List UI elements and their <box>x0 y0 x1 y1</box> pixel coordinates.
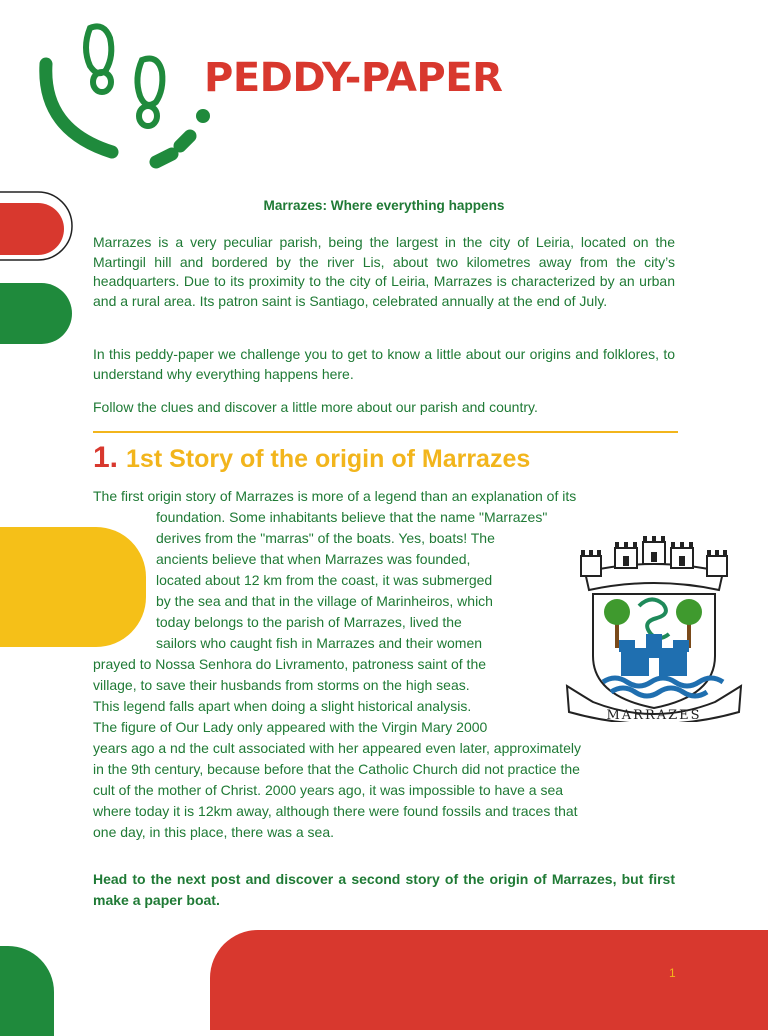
section-number: 1. <box>93 441 119 474</box>
section-divider <box>93 431 678 433</box>
red-footer-band <box>210 930 768 1030</box>
red-pill-shape <box>0 190 80 270</box>
story-line: today belongs to the parish of Marrazes, lived the <box>156 614 462 630</box>
call-to-action: Head to the next post and discover a second story of the origin of Marrazes, but first make a paper boat. <box>93 871 675 908</box>
story-line: foundation. Some inhabitants believe that the name "Marrazes" <box>156 509 548 525</box>
story-line: one day, in this place, there was a sea. <box>93 824 334 840</box>
story-line: where today it is 12km away, although there were found fossils and traces that <box>93 803 578 819</box>
page-number: 1 <box>669 966 676 980</box>
story-line: years ago a nd the cult associated with her appeared even later, approximately <box>93 740 581 756</box>
story-line: The figure of Our Lady only appeared with the Virgin Mary 2000 <box>93 719 488 735</box>
story-line: cult of the mother of Christ. 2000 years ago, it was impossible to have a sea <box>93 782 564 798</box>
story-line: located about 12 km from the coast, it was submerged <box>156 572 493 588</box>
footprints-logo <box>30 12 210 172</box>
marrazes-coat-of-arms <box>563 536 745 722</box>
story-line: The first origin story of Marrazes is more of a legend than an explanation of its <box>93 488 577 504</box>
section-heading <box>93 440 530 477</box>
emblem-banner-text: MARRAZES <box>606 708 702 722</box>
intro-paragraph-2: In this peddy-paper we challenge you to get to know a little about our origins and folklores, to understand why everything happens here. <box>93 346 675 382</box>
subtitle: Marrazes: Where everything happens <box>263 198 505 213</box>
story-line: This legend falls apart when doing a slight historical analysis. <box>93 698 472 714</box>
green-bottom-shape <box>0 946 54 1036</box>
story-line: by the sea and that in the village of Marinheiros, which <box>156 593 493 609</box>
intro-paragraph-3: Follow the clues and discover a little more about our parish and country. <box>93 399 538 415</box>
story-line: derives from the "marras" of the boats. Yes, boats! The <box>156 530 495 546</box>
story-line: sailors who caught fish in Marrazes and their women <box>156 635 483 651</box>
intro-paragraph-1: Marrazes is a very peculiar parish, being the largest in the city of Leiria, located on the Martingil hill and bordered by the river Lis, about two kilometres away from the city’s headquarters. Due to its proximity to the city of Leiria, Marrazes is characterized by an urban and a rural area. Its patron saint is Santiago, celebrated annually at the end of July. <box>93 234 675 309</box>
story-line: ancients believe that when Marrazes was founded, <box>156 551 471 567</box>
green-pill-shape <box>0 283 72 344</box>
story-line: prayed to Nossa Senhora do Livramento, patroness saint of the <box>93 656 487 672</box>
section-title: 1st Story of the origin of Marrazes <box>126 445 531 473</box>
logo-title: PEDDY-PAPER <box>204 55 503 101</box>
story-line: in the 9th century, because before that the Catholic Church did not practice the <box>93 761 580 777</box>
story-line: village, to save their husbands from storms on the high seas. <box>93 677 470 693</box>
